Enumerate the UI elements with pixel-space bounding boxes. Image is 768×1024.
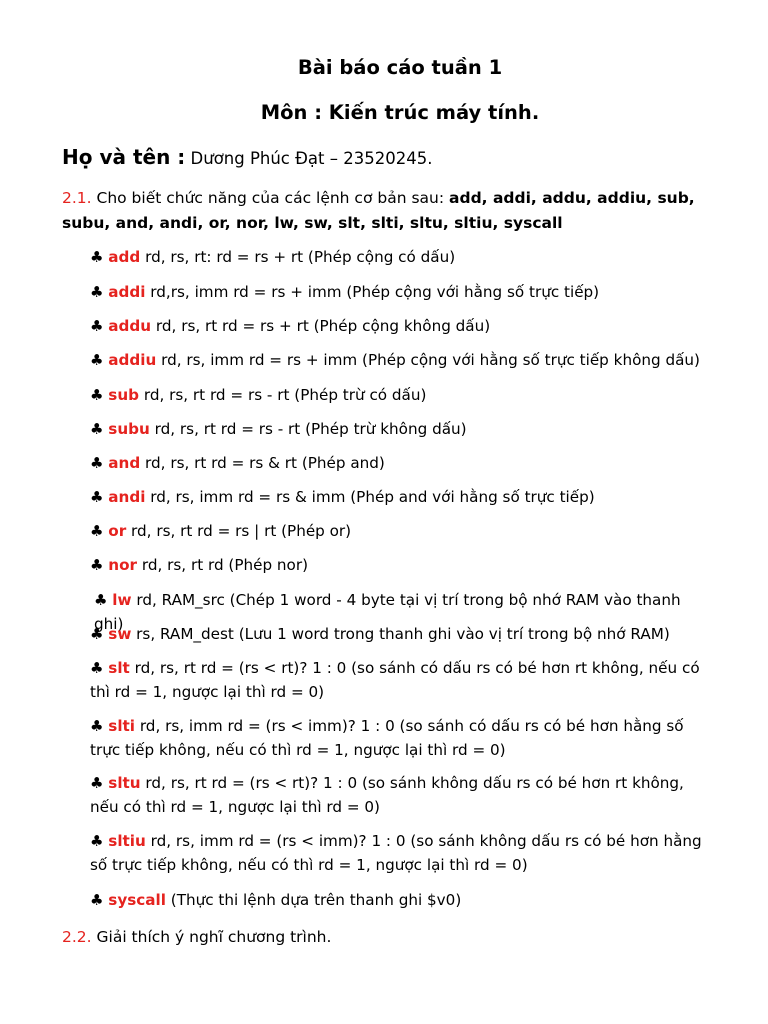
instruction-description: rd, rs, rt rd = rs - rt (Phép trừ có dấu): [139, 386, 427, 404]
club-bullet-icon: ♣: [90, 420, 104, 438]
instruction-mnemonic: slti: [108, 717, 135, 735]
instruction-item: [90, 520, 710, 544]
instruction-description: rd,rs, imm rd = rs + imm (Phép cộng với hằng số trực tiếp): [145, 283, 600, 301]
club-bullet-icon: ♣: [90, 283, 104, 301]
club-bullet-icon: ♣: [90, 386, 104, 404]
instruction-mnemonic: sltiu: [108, 832, 146, 850]
instruction-mnemonic: lw: [112, 591, 132, 609]
instruction-item: [90, 657, 710, 704]
student-name-line: [62, 145, 432, 169]
instruction-item: [90, 315, 710, 339]
instruction-mnemonic: addu: [108, 317, 152, 335]
instruction-item: [90, 772, 710, 819]
instruction-mnemonic: addiu: [108, 351, 157, 369]
instruction-mnemonic: slt: [108, 659, 130, 677]
instruction-item: [90, 554, 710, 578]
club-bullet-icon: ♣: [90, 659, 104, 677]
instruction-item: [90, 246, 710, 270]
instruction-mnemonic: and: [108, 454, 141, 472]
instruction-description: rd, rs, rt rd = rs - rt (Phép trừ không dấu): [149, 420, 467, 438]
instruction-item: [90, 715, 710, 762]
club-bullet-icon: ♣: [90, 832, 104, 850]
instruction-item: [90, 889, 710, 913]
instruction-item: [90, 623, 710, 647]
instruction-mnemonic: subu: [108, 420, 150, 438]
instruction-mnemonic: or: [108, 522, 127, 540]
instruction-item: [90, 486, 710, 510]
instruction-description: rd, rs, imm rd = (rs < imm)? 1 : 0 (so sánh không dấu rs có bé hơn hằng số trực tiếp không, nếu có thì rd = 1, ngược lại thì rd = 0): [90, 832, 702, 874]
instruction-description: rs, RAM_dest (Lưu 1 word trong thanh ghi vào vị trí trong bộ nhớ RAM): [131, 625, 670, 643]
instruction-item: [90, 418, 710, 442]
instruction-mnemonic: sub: [108, 386, 140, 404]
instruction-item: [90, 281, 710, 305]
instruction-description: rd, rs, rt: rd = rs + rt (Phép cộng có dấu): [140, 248, 456, 266]
instruction-mnemonic: andi: [108, 488, 146, 506]
instruction-description: rd, rs, rt rd = (rs < rt)? 1 : 0 (so sánh không dấu rs có bé hơn rt không, nếu có thì rd = 1, ngược lại thì rd = 0): [90, 774, 684, 816]
club-bullet-icon: ♣: [90, 522, 104, 540]
question-2-2: [62, 925, 331, 950]
club-bullet-icon: ♣: [90, 625, 104, 643]
instruction-item: [90, 349, 710, 373]
question-text: Cho biết chức năng của các lệnh cơ bản sau:: [91, 189, 450, 207]
club-bullet-icon: ♣: [94, 591, 108, 609]
instruction-description: rd, rs, imm rd = rs & imm (Phép and với hằng số trực tiếp): [145, 488, 595, 506]
club-bullet-icon: ♣: [90, 351, 104, 369]
instruction-mnemonic: addi: [108, 283, 146, 301]
question-command-list: add, addi, addu, addiu, sub, subu, and, andi, or, nor, lw, sw, slt, slti, sltu, sltiu, syscall: [62, 189, 695, 232]
instruction-description: rd, rs, rt rd (Phép nor): [137, 556, 309, 574]
club-bullet-icon: ♣: [90, 488, 104, 506]
instruction-mnemonic: add: [108, 248, 141, 266]
instruction-description: rd, rs, imm rd = rs + imm (Phép cộng với hằng số trực tiếp không dấu): [156, 351, 700, 369]
instruction-item: [90, 384, 710, 408]
instruction-description: rd, rs, rt rd = rs + rt (Phép cộng không dấu): [151, 317, 491, 335]
instruction-mnemonic: sltu: [108, 774, 141, 792]
instruction-description: (Thực thi lệnh dựa trên thanh ghi $v0): [165, 891, 462, 909]
question-number: 2.2.: [62, 928, 92, 946]
club-bullet-icon: ♣: [90, 891, 104, 909]
instruction-description: rd, rs, imm rd = (rs < imm)? 1 : 0 (so sánh có dấu rs có bé hơn hằng số trực tiếp không, nếu có thì rd = 1, ngược lại thì rd = 0): [90, 717, 684, 759]
club-bullet-icon: ♣: [90, 556, 104, 574]
instruction-item: [90, 830, 710, 877]
instruction-description: rd, rs, rt rd = rs | rt (Phép or): [126, 522, 352, 540]
instruction-description: rd, rs, rt rd = rs & rt (Phép and): [140, 454, 385, 472]
instruction-description: rd, RAM_src (Chép 1 word - 4 byte tại vị trí trong bộ nhớ RAM vào thanh ghi): [94, 591, 681, 633]
club-bullet-icon: ♣: [90, 774, 104, 792]
question-2-1: [62, 186, 712, 236]
question-number: 2.1.: [62, 189, 92, 207]
name-label: Họ và tên :: [62, 145, 186, 169]
name-value: Dương Phúc Đạt – 23520245.: [185, 149, 433, 168]
instruction-item: [90, 452, 710, 476]
report-title: Bài báo cáo tuần 1: [297, 56, 503, 79]
question-text: Giải thích ý nghĩ chương trình.: [91, 928, 332, 946]
club-bullet-icon: ♣: [90, 248, 104, 266]
instruction-mnemonic: syscall: [108, 891, 166, 909]
course-title: Môn : Kiến trúc máy tính.: [260, 101, 540, 124]
instruction-mnemonic: sw: [108, 625, 132, 643]
club-bullet-icon: ♣: [90, 717, 104, 735]
club-bullet-icon: ♣: [90, 317, 104, 335]
club-bullet-icon: ♣: [90, 454, 104, 472]
instruction-description: rd, rs, rt rd = (rs < rt)? 1 : 0 (so sánh có dấu rs có bé hơn rt không, nếu có thì rd = 1, ngược lại thì rd = 0): [90, 659, 700, 701]
instruction-mnemonic: nor: [108, 556, 138, 574]
